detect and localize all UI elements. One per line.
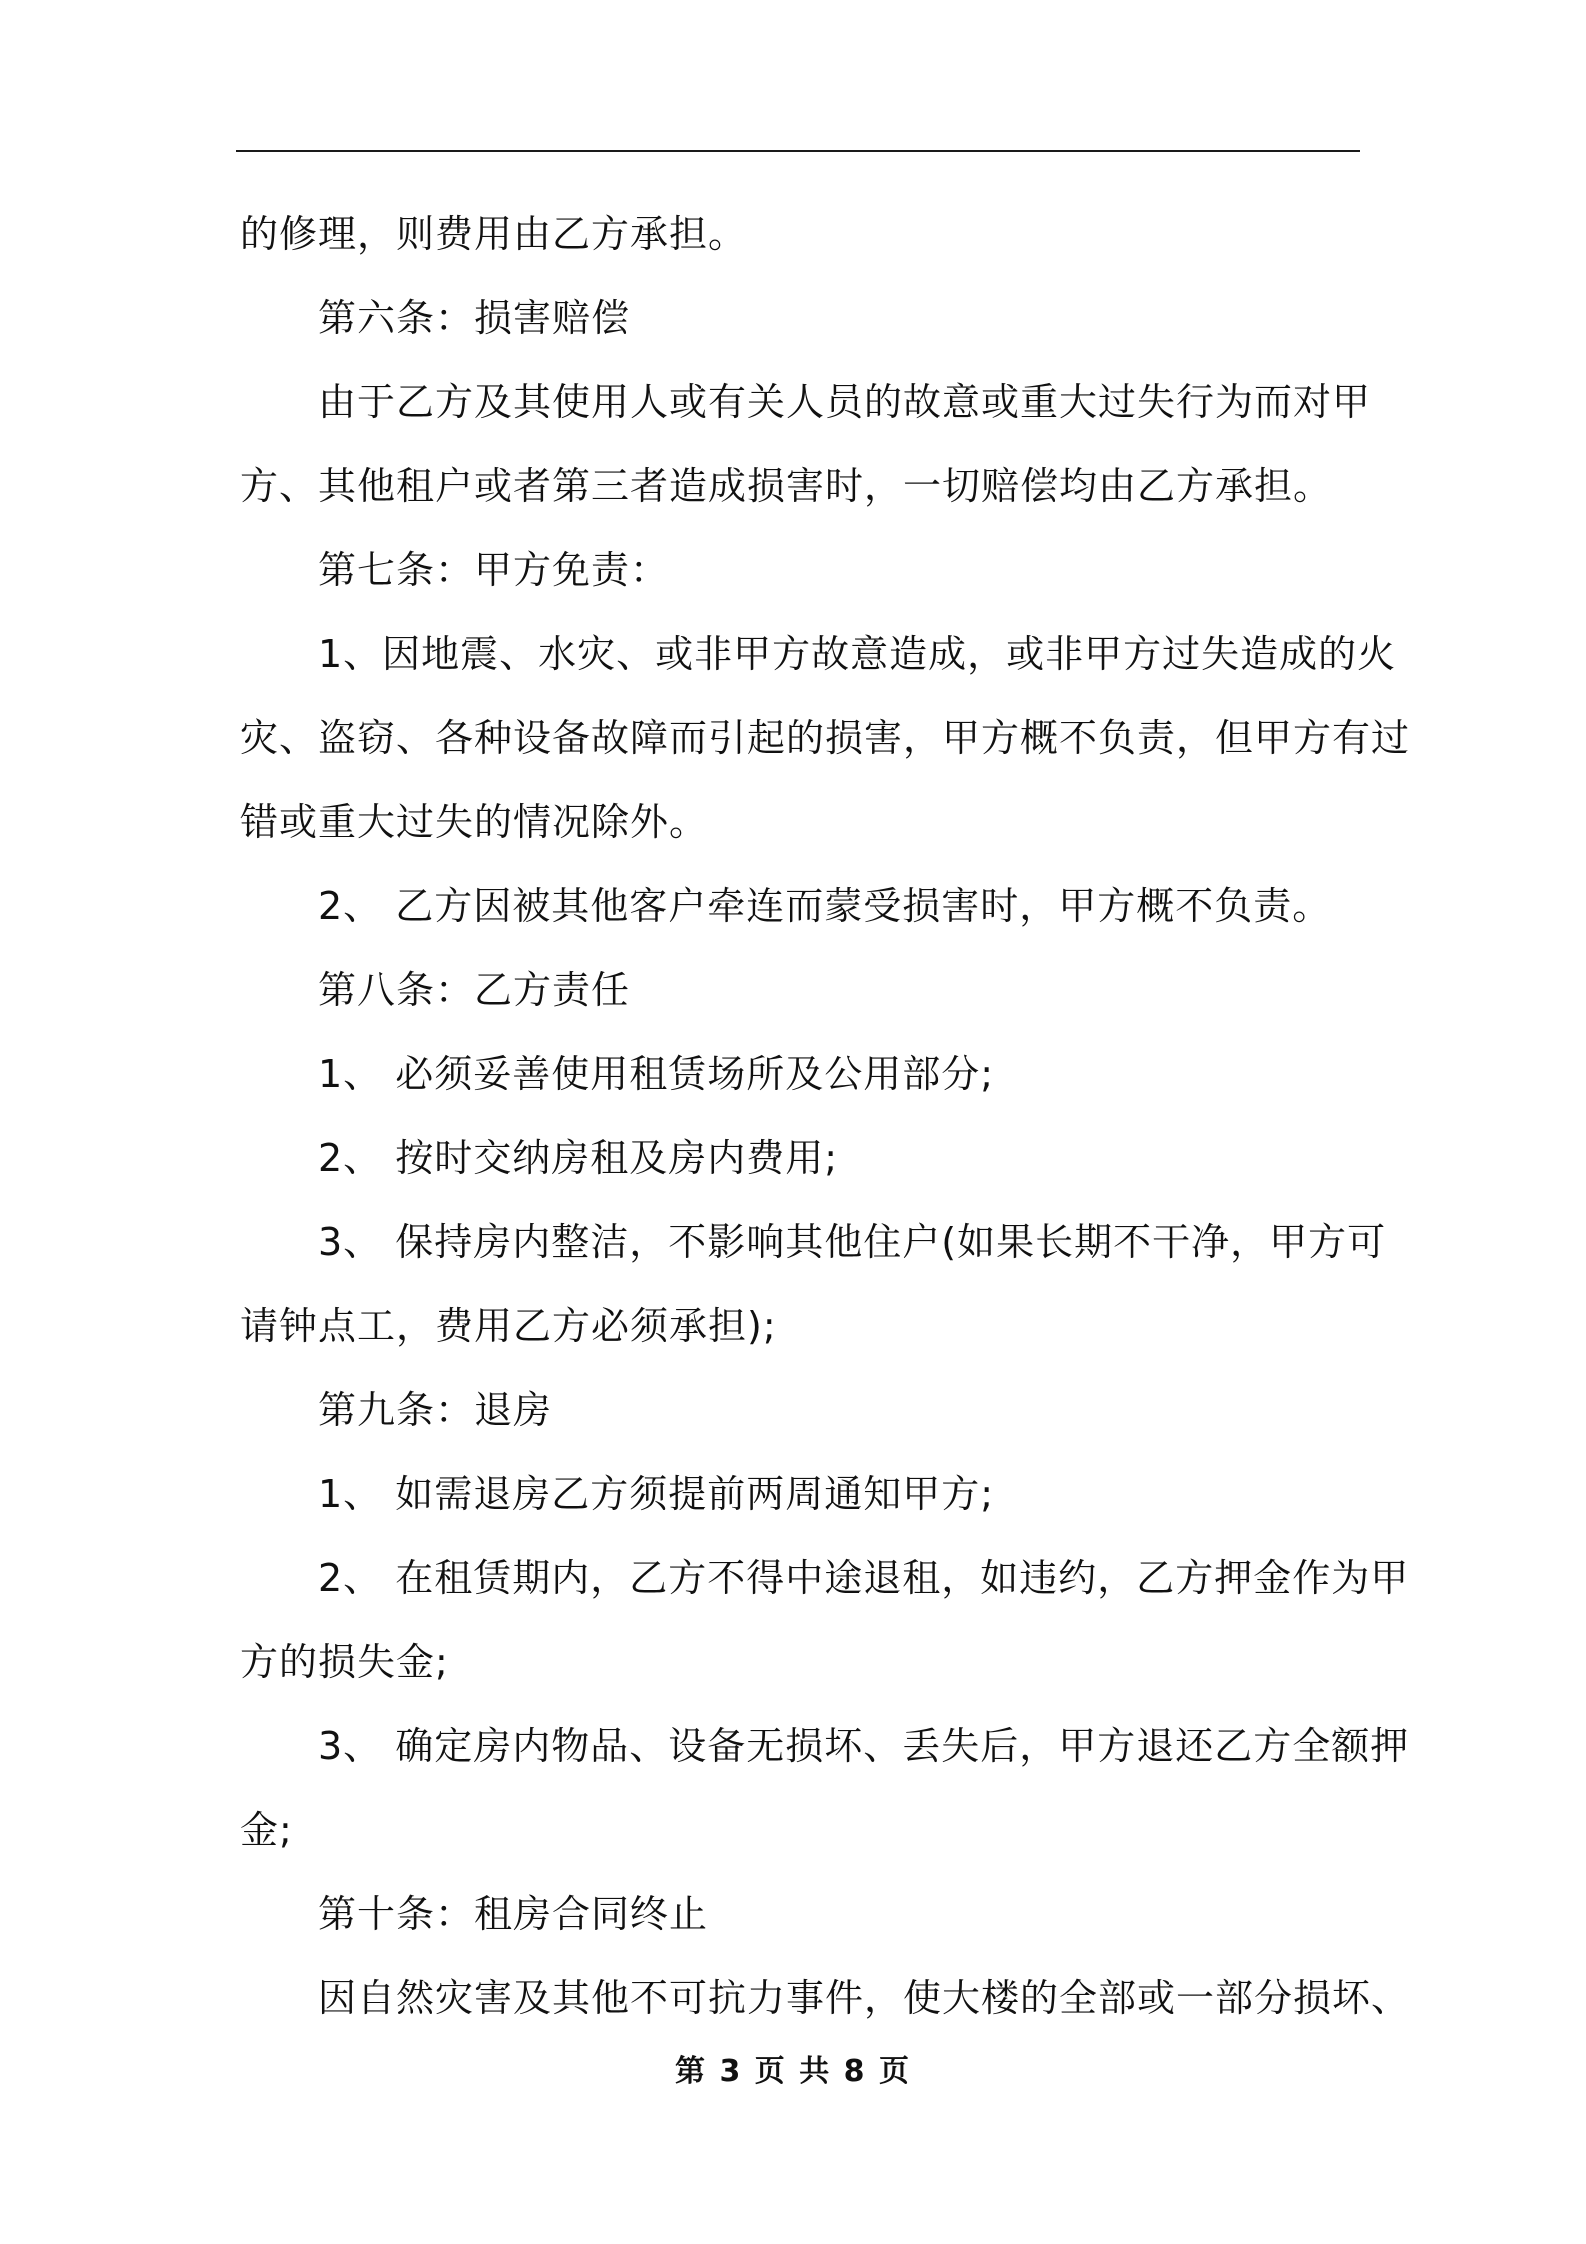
text-line: 的修理，则费用由乙方承担。: [240, 212, 748, 256]
list-item: 1、 如需退房乙方须提前两周通知甲方;: [318, 1472, 995, 1516]
article-heading: 第十条：租房合同终止: [318, 1892, 709, 1936]
article-heading: 第九条：退房: [318, 1388, 553, 1432]
list-item: 3、 确定房内物品、设备无损坏、丢失后，甲方退还乙方全额押: [318, 1724, 1410, 1768]
text-line: 错或重大过失的情况除外。: [240, 800, 709, 844]
text-line: 灾、盗窃、各种设备故障而引起的损害，甲方概不负责，但甲方有过: [240, 716, 1411, 760]
text-line: 方的损失金;: [240, 1640, 449, 1684]
text-line: 方、其他租户或者第三者造成损害时，一切赔偿均由乙方承担。: [240, 464, 1333, 508]
text-line: 请钟点工，费用乙方必须承担);: [240, 1304, 777, 1348]
page-number-footer: 第 3 页 共 8 页: [675, 2054, 911, 2089]
text-line: 因自然灾害及其他不可抗力事件，使大楼的全部或一部分损坏、: [318, 1976, 1411, 2020]
text-line: 金;: [240, 1808, 293, 1852]
header-rule: [236, 150, 1360, 152]
list-item: 3、 保持房内整洁，不影响其他住户(如果长期不干净，甲方可: [318, 1220, 1387, 1264]
text-line: 由于乙方及其使用人或有关人员的故意或重大过失行为而对甲: [318, 380, 1372, 424]
document-body: [240, 192, 1411, 2040]
list-item: 2、 乙方因被其他客户牵连而蒙受损害时，甲方概不负责。: [318, 884, 1332, 928]
list-item: 2、 在租赁期内，乙方不得中途退租，如违约，乙方押金作为甲: [318, 1556, 1410, 1600]
article-heading: 第七条：甲方免责：: [318, 548, 670, 592]
list-item: 2、 按时交纳房租及房内费用;: [318, 1136, 839, 1180]
article-heading: 第八条：乙方责任: [318, 968, 631, 1012]
article-heading: 第六条：损害赔偿: [318, 296, 631, 340]
list-item: 1、因地震、水灾、或非甲方故意造成，或非甲方过失造成的火: [318, 632, 1397, 676]
list-item: 1、 必须妥善使用租赁场所及公用部分;: [318, 1052, 995, 1096]
